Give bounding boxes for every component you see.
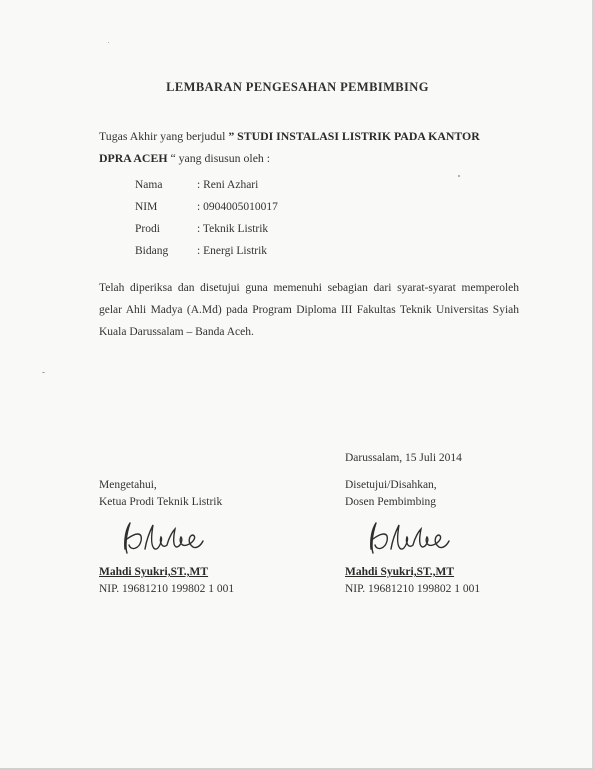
handwritten-signature	[367, 519, 452, 559]
page-title: LEMBARAN PENGESAHAN PEMBIMBING	[166, 80, 429, 94]
field-value: : Teknik Listrik	[197, 223, 269, 235]
field-row-bidang	[135, 240, 278, 262]
signer-name: Mahdi Syukri,ST.,MT	[99, 566, 209, 578]
signature-role: Ketua Prodi Teknik Listrik	[99, 496, 223, 508]
thesis-title-line2: DPRA ACEH	[99, 151, 168, 165]
field-row-nim	[135, 196, 278, 218]
scan-speck	[42, 372, 45, 373]
field-row-nama	[135, 174, 278, 196]
field-value: : Energi Listrik	[197, 245, 268, 257]
signature-block-right	[345, 477, 480, 598]
signature-caption: Mengetahui,	[99, 479, 157, 491]
signature-block-left	[99, 477, 234, 598]
field-label: NIM	[135, 201, 158, 213]
scan-speck	[458, 175, 460, 177]
approval-paragraph: Telah diperiksa dan disetujui guna memenuhi sebagian dari syarat-syarat memperoleh gelar Ahli Madya (A.Md) pada Program Diploma III Fakultas Teknik Universitas Syiah Kuala Darussalam – Banda Aceh.	[99, 282, 519, 338]
field-label: Bidang	[135, 245, 169, 257]
scan-speck	[108, 42, 109, 43]
intro-text	[99, 125, 529, 169]
signer-nip: NIP. 19681210 199802 1 001	[99, 583, 235, 595]
field-value: : Reni Azhari	[197, 179, 259, 191]
intro-suffix: “ yang disusun oleh :	[167, 151, 271, 165]
signer-name: Mahdi Syukri,ST.,MT	[345, 566, 455, 578]
student-fields	[135, 174, 278, 262]
field-row-prodi	[135, 218, 278, 240]
field-value: : 0904005010017	[197, 201, 278, 213]
approval-date: Darussalam, 15 Juli 2014	[345, 452, 462, 464]
signer-nip: NIP. 19681210 199802 1 001	[345, 583, 481, 595]
signature-role: Dosen Pembimbing	[345, 496, 437, 508]
signature-caption: Disetujui/Disahkan,	[345, 479, 437, 491]
intro-prefix: Tugas Akhir yang berjudul	[99, 129, 229, 143]
thesis-title-line1: ” STUDI INSTALASI LISTRIK PADA KANTOR	[228, 129, 480, 143]
field-label: Prodi	[135, 223, 160, 235]
handwritten-signature	[121, 519, 206, 559]
field-label: Nama	[135, 179, 163, 191]
